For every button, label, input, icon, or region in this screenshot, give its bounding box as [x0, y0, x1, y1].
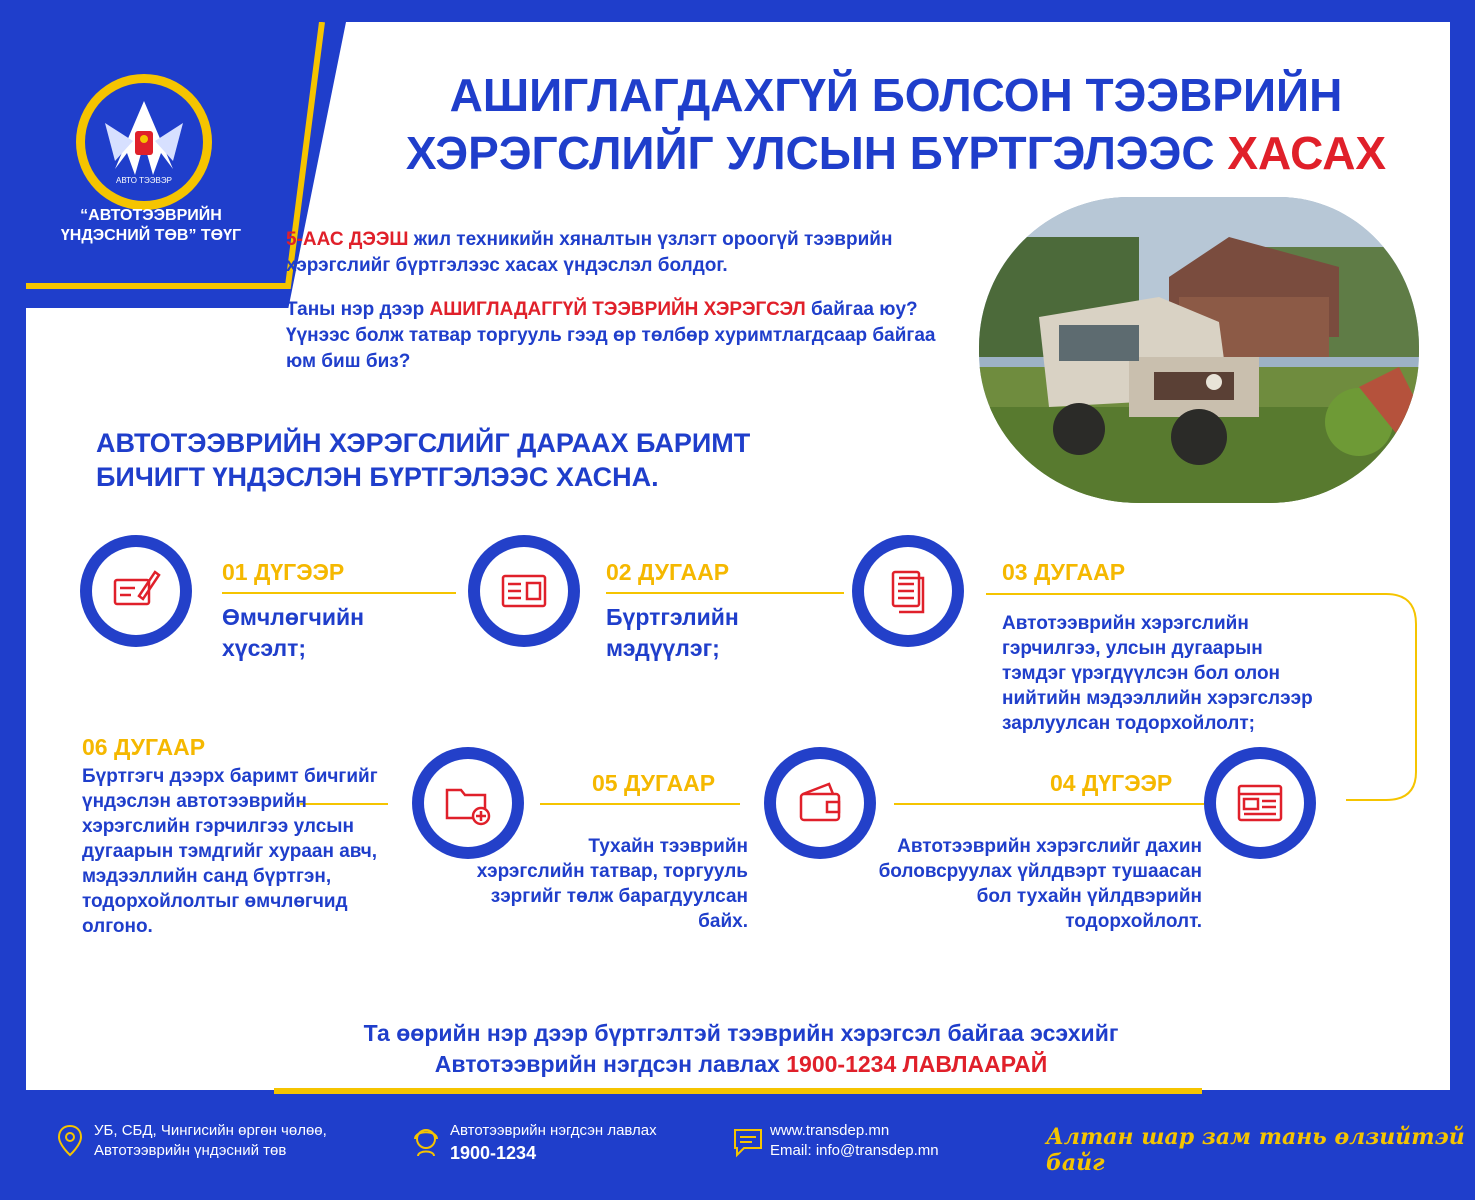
step-6-text: Бүртгэгч дээрх баримт бичгийг үндэслэн автотээврийн хэрэгслийн гэрчилгээ улсын дугаарын тэмдгийг хураан авч, мэдээллийн санд бүртгэн, тодорхойлолтыг өмчлөгчид олгоно.	[82, 766, 378, 937]
connector-line	[540, 803, 740, 805]
svg-text:АВТО ТЭЭВЭР: АВТО ТЭЭВЭР	[116, 176, 172, 185]
cta-underline	[274, 1088, 1202, 1094]
cta-line-2: Автотээврийн нэгдсэн лавлах 1900-1234 ЛАВЛААРАЙ	[434, 1051, 1048, 1077]
step-1-text: Өмчлөгчийн хүсэлт;	[222, 604, 365, 661]
connector-line	[894, 803, 1204, 805]
step-5-text: Тухайн тээврийн хэрэгслийн татвар, торгууль зэргийг төлж барагдуулсан байх.	[476, 836, 748, 932]
connector-line	[222, 592, 456, 594]
step-3-text: Автотээврийн хэрэгслийн гэрчилгээ, улсын дугаарын тэмдэг үрэгдүүлсэн бол олон нийтийн мэдээллийн хэрэгслээр зарлуулсан тодорхойлолт;	[1002, 613, 1313, 734]
step-5-label: 05 ДУГААР	[592, 770, 716, 796]
step-2-label: 02 ДУГААР	[606, 559, 730, 585]
step-4-label: 04 ДҮГЭЭР	[1050, 770, 1173, 796]
eagle-emblem-icon	[85, 83, 203, 201]
logo	[76, 74, 212, 210]
registration-form-icon	[497, 564, 551, 618]
slogan: Алтан шар зам тань өлзийтэй байг	[1046, 1124, 1465, 1176]
abandoned-vehicle-photo	[979, 197, 1419, 503]
step-4-icon-circle	[1204, 747, 1316, 859]
step-5-icon-circle	[764, 747, 876, 859]
step-2-icon-circle	[468, 535, 580, 647]
folder-add-icon	[441, 776, 495, 830]
section-heading	[96, 426, 896, 494]
intro-text	[286, 227, 966, 393]
intro-paragraph-2: Таны нэр дээр АШИГЛАДАГГҮЙ ТЭЭВРИЙН ХЭРЭГСЭЛ байгаа юу? Үүнээс болж татвар торгууль гээд өр төлбөр хуримтлагдсаар байгаа юм биш биз?	[286, 299, 936, 372]
title-line-2: ХЭРЭГСЛИЙГ УЛСЫН БҮРТГЭЛЭЭС ХАСАХ	[405, 127, 1387, 179]
call-center-icon	[410, 1124, 442, 1158]
cta-line-1: Та өөрийн нэр дээр бүртгэлтэй тээврийн хэрэгсэл байгаа эсэхийг	[363, 1020, 1119, 1046]
connector-line	[606, 592, 844, 594]
signing-document-icon	[109, 564, 163, 618]
step-4-text: Автотээврийн хэрэгслийг дахин боловсруулах үйлдвэрт тушаасан бол тухайн үйлдвэрийн тодорхойлолт.	[878, 836, 1202, 932]
step-6-label: 06 ДУГААР	[82, 734, 206, 760]
section-heading-line-1: АВТОТЭЭВРИЙН ХЭРЭГСЛИЙГ ДАРААХ БАРИМТ	[96, 428, 751, 458]
footer-hotline: Автотээврийн нэгдсэн лавлах 1900-1234	[450, 1122, 657, 1163]
step-2-text: Бүртгэлийн мэдүүлэг;	[606, 604, 739, 661]
hotline-number[interactable]: 1900-1234	[450, 1143, 537, 1163]
hotline-highlight: 1900-1234 ЛАВЛААРАЙ	[786, 1051, 1048, 1077]
organization-caption	[46, 206, 256, 246]
step-3-label: 03 ДУГААР	[1002, 559, 1126, 585]
title-line-1: АШИГЛАГДАХГҮЙ БОЛСОН ТЭЭВРИЙН	[449, 69, 1343, 121]
website-link[interactable]: www.transdep.mn	[770, 1122, 890, 1139]
title-highlight: ХАСАХ	[1227, 127, 1387, 179]
chat-bubble-icon	[732, 1126, 764, 1158]
intro-paragraph-1: 5-ААС ДЭЭШ жил техникийн хяналтын үзлэгт ороогүй тээврийн хэрэгслийг бүртгэлээс хасах үндэслэл болдог.	[286, 229, 893, 276]
documents-icon	[881, 564, 935, 618]
page-title	[346, 66, 1446, 182]
caption-line-1: “АВТОТЭЭВРИЙН	[80, 207, 222, 224]
content-panel	[26, 22, 1450, 1090]
step-1-icon-circle	[80, 535, 192, 647]
wallet-icon	[793, 776, 847, 830]
footer-contacts	[770, 1121, 939, 1161]
step-6-icon-circle	[412, 747, 524, 859]
footer-address: УБ, СБД, Чингисийн өргөн чөлөө, Автотээврийн үндэсний төв	[94, 1122, 327, 1159]
section-heading-line-2: БИЧИГТ ҮНДЭСЛЭН БҮРТГЭЛЭЭС ХАСНА.	[96, 462, 659, 492]
location-pin-icon	[56, 1124, 84, 1158]
web-page-icon	[1233, 776, 1287, 830]
email-link[interactable]: Email: info@transdep.mn	[770, 1142, 939, 1159]
step-3-icon-circle	[852, 535, 964, 647]
call-to-action	[226, 1018, 1256, 1080]
caption-line-2: ҮНДЭСНИЙ ТӨВ” ТӨҮГ	[60, 227, 242, 244]
step-1-label: 01 ДҮГЭЭР	[222, 559, 345, 585]
